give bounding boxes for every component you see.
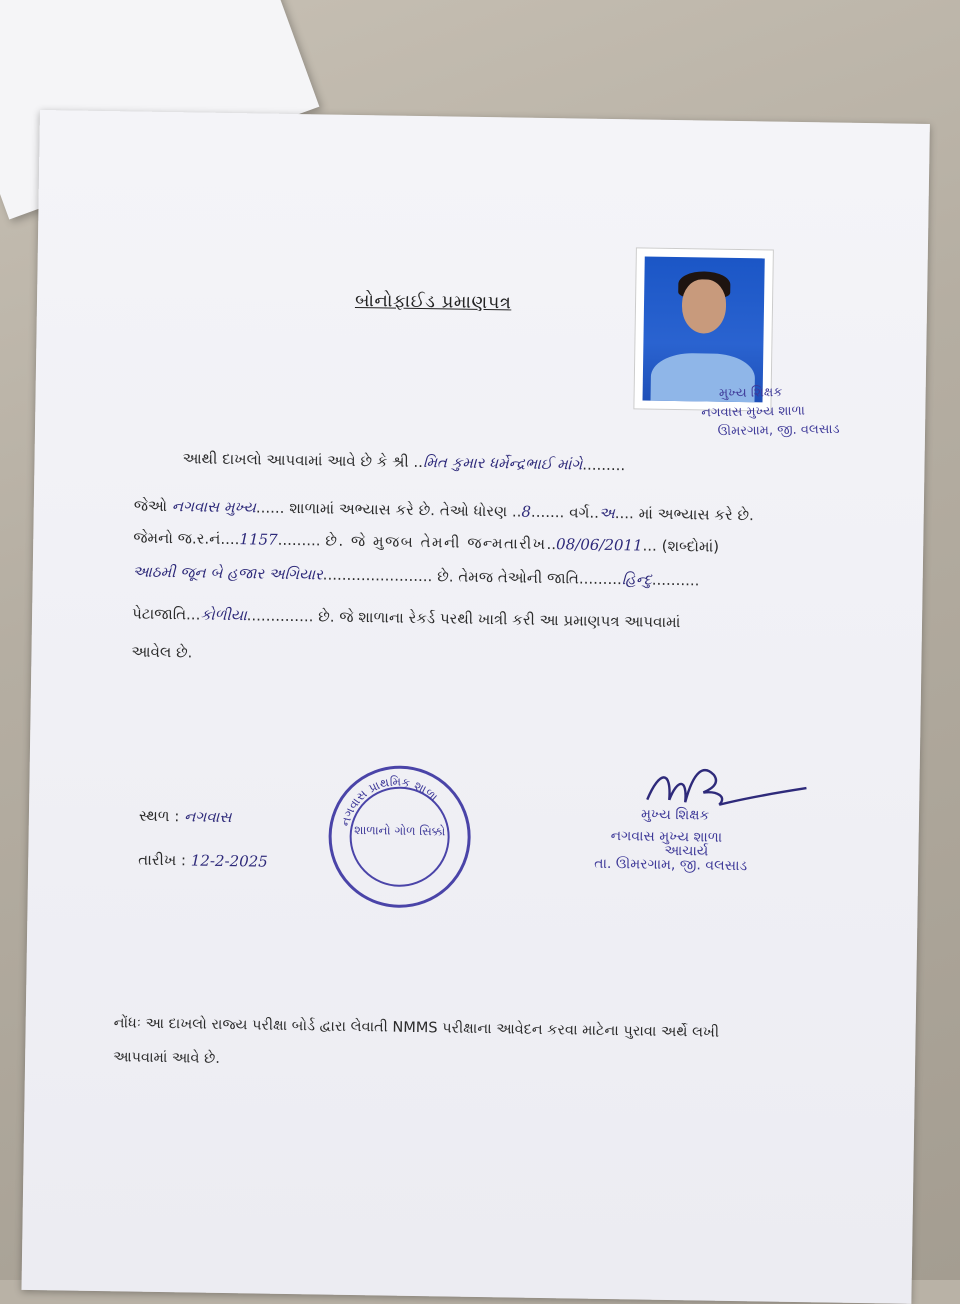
line-3-end: (શબ્દોમાં) [661, 536, 720, 556]
varg-label: વર્ગ [569, 503, 590, 522]
line-5-prefix: પેટાજાતિ [131, 604, 187, 624]
student-name: મિત કુમાર ધર્મેન્દ્રભાઈ માંગે [422, 453, 583, 474]
note-line-1: નોંધઃ આ દાખલો રાજ્ય પરીક્ષા બોર્ડ દ્વારા લેવાતી NMMS પરીક્ષાના આવેદન કરવા માટેના પુરાવા અર્થે લખી [113, 1015, 720, 1041]
line-6: આવેલ છે. [131, 642, 193, 662]
line-4-mid: છે. તેમજ તેઓની જાતિ [437, 567, 580, 588]
place-row [139, 804, 232, 829]
standard: 8 [521, 502, 532, 521]
headmaster-stamp [594, 803, 748, 877]
line-3: જેમનો જ.ર.નં....1157......... છે. જે મુજબ તેમની જન્મતારીખ..08/06/2011... (શબ્દોમાં) [133, 528, 720, 556]
certificate-title: બોનોફાઈડ પ્રમાણપત્ર [354, 289, 512, 314]
gr-number: 1157 [239, 530, 278, 549]
headmaster-school: નગવાસ મુખ્ય શાળા [610, 828, 723, 846]
line-3-mid: છે. જે મુજબ તેમની જન્મતારીખ [325, 531, 547, 554]
line-2-prefix: જેઓ [133, 496, 168, 516]
caste: હિન્દુ [621, 570, 652, 589]
line-1-printed: આથી દાખલો આપવામાં આવે છે કે શ્રી [182, 449, 409, 471]
seal-inner-text: શાળાનો ગોળ સિક્કો [354, 823, 446, 839]
place-value: નગવાસ [184, 807, 232, 827]
school-name: નગવાસ મુખ્ય [171, 497, 257, 517]
photo-stamp-school: નગવાસ મુખ્ય શાળા [701, 403, 805, 421]
date-label: તારીખ : [138, 850, 187, 870]
line-2-mid: શાળામાં અભ્યાસ કરે છે. તેઓ ધોરણ [289, 498, 508, 521]
headmaster-title: મુખ્ય શિક્ષક [640, 806, 710, 824]
division: અ [598, 503, 615, 523]
line-5-end: છે. જે શાળાના રેકર્ડ પરથી ખાત્રી કરી આ પ્રમાણપત્ર આપવામાં [318, 607, 681, 632]
seal-arc-label: નગવાસ પ્રાથમિક શાળા [338, 774, 441, 828]
school-round-seal [328, 765, 472, 909]
date-row [138, 848, 268, 874]
place-label: સ્થળ : [138, 806, 180, 826]
line-3-prefix: જેમનો જ.ર.નં. [133, 528, 226, 548]
birth-date: 08/06/2011 [555, 535, 643, 555]
photo-stamp-title: મુખ્ય શિક્ષક [718, 384, 783, 402]
line-2: જેઓ નગવાસ મુખ્ય...... શાળામાં અભ્યાસ કરે છે. તેઓ ધોરણ ..8....... વર્ગ..અ.... માં અભ્યાસ કરે છે. [133, 496, 754, 525]
headmaster-role: આચાર્ય [664, 842, 709, 860]
birth-date-words: આઠમી જૂન બે હજાર અગિયાર [132, 562, 323, 584]
photo-stamp [683, 382, 840, 442]
headmaster-address: તા. ઊમરગામ, જી. વલસાડ [594, 855, 748, 875]
line-4: આઠમી જૂન બે હજાર અગિયાર....................... છે. તેમજ તેઓની જાતિ.........હિન્દુ.......... [132, 562, 700, 590]
line-1: આથી દાખલો આપવામાં આવે છે કે શ્રી ..મિત કુમાર ધર્મેન્દ્રભાઈ માંગે......... [182, 449, 626, 475]
note-line-2: આપવામાં આવે છે. [113, 1049, 220, 1067]
svg-text:નગવાસ પ્રાથમિક શાળા [338, 774, 441, 829]
line-2-end: માં અભ્યાસ કરે છે. [638, 504, 754, 525]
line-5: પેટાજાતિ...કોળીયા.............. છે. જે શાળાના રેકર્ડ પરથી ખાત્રી કરી આ પ્રમાણપત્ર આપવામાં [131, 604, 681, 632]
date-value: 12-2-2025 [190, 851, 268, 871]
photo-stamp-address: ઊમરગામ, જી. વલસાડ [717, 421, 840, 440]
sub-caste: કોળીયા [200, 605, 247, 625]
certificate-page [21, 110, 929, 1304]
